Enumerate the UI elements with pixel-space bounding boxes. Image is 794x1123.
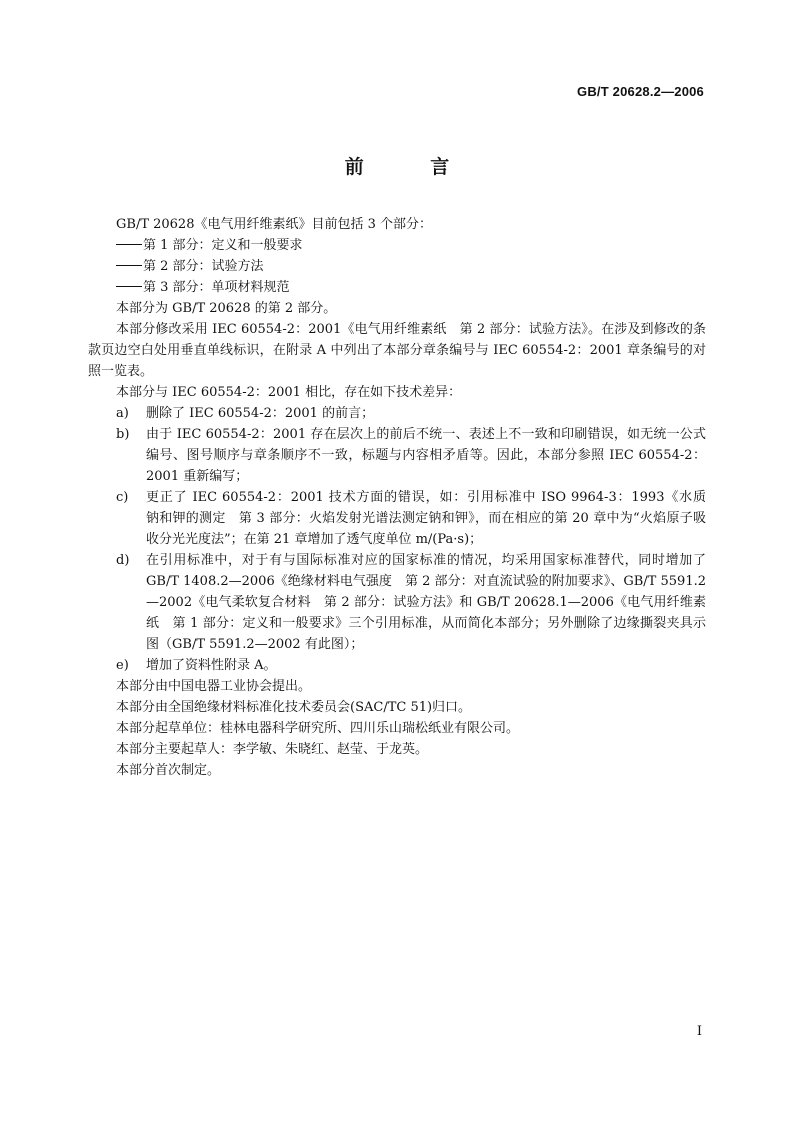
list-item-part-1	[88, 235, 706, 256]
paragraph-drafters: 本部分主要起草人：李学敏、朱晓红、赵莹、于龙英。	[116, 742, 429, 757]
difference-item-e	[88, 655, 706, 676]
list-item-text: 第 2 部分：试验方法	[143, 259, 264, 274]
list-item-text: 更正了 IEC 60554-2：2001 技术方面的错误，如：引用标准中 ISO 9964-3：1993《水质 钠和钾的测定 第 3 部分：火焰发射光谱法测定钠和钾》，而在相应的第 20 章中为“火焰原子吸收分光光度法”；在第 21 章增加了透气度单位 m/(Pa·s)；	[146, 490, 720, 547]
list-marker: e)	[116, 658, 129, 673]
list-marker: d)	[116, 553, 130, 568]
foreword-body	[88, 214, 720, 781]
list-marker: c)	[116, 490, 129, 505]
list-item-text: 增加了资料性附录 A。	[146, 658, 277, 673]
page-number: I	[696, 1024, 702, 1039]
paragraph-drafting-units: 本部分起草单位：桂林电器科学研究所、四川乐山瑞松纸业有限公司。	[116, 721, 520, 736]
paragraph-first-edition: 本部分首次制定。	[116, 763, 221, 778]
paragraph-differences-intro: 本部分与 IEC 60554-2：2001 相比，存在如下技术差异：	[116, 385, 462, 400]
difference-item-b	[88, 424, 706, 487]
paragraph-committee: 本部分由全国绝缘材料标准化技术委员会(SAC/TC 51)归口。	[116, 700, 472, 715]
list-item-text: 由于 IEC 60554-2：2001 存在层次上的前后不统一、表述上不一致和印刷错误，如无统一公式编号、图号顺序与章条顺序不一致，标题与内容相矛盾等。因此，本部分参照 IEC 60554-2：2001 重新编写；	[146, 427, 706, 484]
em-dash	[116, 286, 142, 287]
page-title: 前 言	[344, 156, 480, 178]
list-marker: a)	[116, 406, 129, 421]
em-dash	[116, 265, 142, 266]
list-item-text: 第 3 部分：单项材料规范	[143, 280, 290, 295]
list-marker: b)	[116, 427, 130, 442]
em-dash	[116, 244, 142, 245]
list-item-part-3	[88, 277, 706, 298]
difference-item-a	[88, 403, 706, 424]
difference-item-c	[88, 487, 720, 550]
list-item-text: 在引用标准中，对于有与国际标准对应的国家标准的情况，均采用国家标准替代，同时增加了 GB/T 1408.2—2006《绝缘材料电气强度 第 2 部分：对直流试验的附加要求》、GB/T 5591.2—2002《电气柔软复合材料 第 2 部分：试验方法》和 GB/T 20628.1—2006《电气用纤维素纸 第 1 部分：定义和一般要求》三个引用标准，从而简化本部分；另外删除了边缘撕裂夹具示图（GB/T 5591.2—2002 有此图）；	[146, 553, 706, 652]
paragraph-adoption: 本部分修改采用 IEC 60554-2：2001《电气用纤维素纸 第 2 部分：试验方法》。在涉及到修改的条款页边空白处用垂直单线标识，在附录 A 中列出了本部分章条编号与 IEC 60554-2：2001 章条编号的对照一览表。	[88, 322, 706, 379]
paragraph-intro: GB/T 20628《电气用纤维素纸》目前包括 3 个部分：	[116, 217, 433, 232]
standard-code: GB/T 20628.2—2006	[577, 84, 704, 99]
list-item-text: 删除了 IEC 60554-2：2001 的前言；	[146, 406, 375, 421]
list-item-part-2	[88, 256, 706, 277]
list-item-text: 第 1 部分：定义和一般要求	[143, 238, 303, 253]
paragraph-proposer: 本部分由中国电器工业协会提出。	[116, 679, 312, 694]
difference-item-d	[88, 550, 706, 655]
paragraph-part-statement: 本部分为 GB/T 20628 的第 2 部分。	[116, 301, 337, 316]
